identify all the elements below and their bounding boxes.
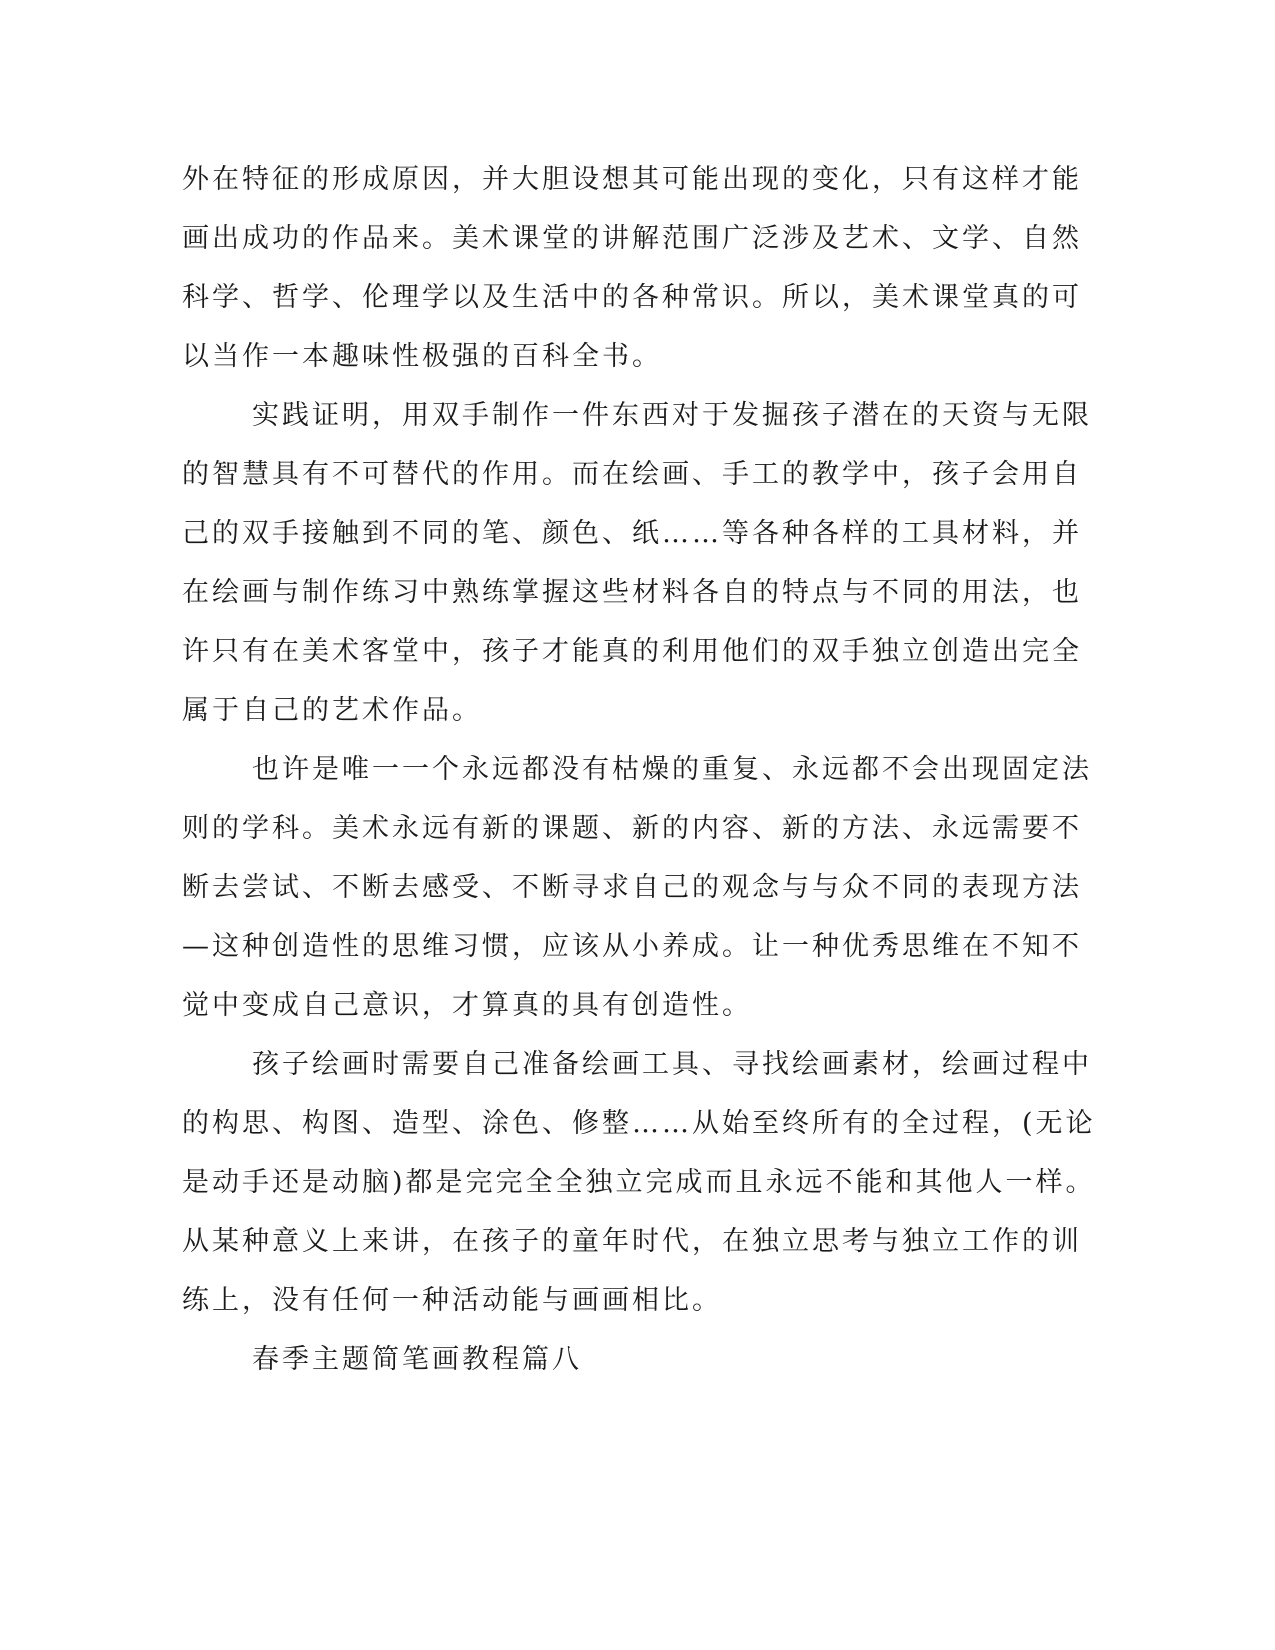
text-line: 属于自己的艺术作品。 [182,695,482,726]
text-line: 的智慧具有不可替代的作用。而在绘画、手工的教学中，孩子会用自 [182,459,1082,490]
section-heading: 春季主题简笔画教程篇八 [252,1344,582,1375]
text-line: 画出成功的作品来。美术课堂的讲解范围广泛涉及艺术、文学、自然 [182,223,1082,254]
text-line: 断去尝试、不断去感受、不断寻求自己的观念与与众不同的表现方法 [182,872,1082,903]
text-line: 在绘画与制作练习中熟练掌握这些材料各自的特点与不同的用法，也 [182,577,1082,608]
text-line: 外在特征的形成原因，并大胆设想其可能出现的变化，只有这样才能 [182,164,1082,195]
text-line: 从某种意义上来讲，在孩子的童年时代，在独立思考与独立工作的训 [182,1226,1082,1257]
text-line: —这种创造性的思维习惯，应该从小养成。让一种优秀思维在不知不 [182,931,1082,962]
text-line: 则的学科。美术永远有新的课题、新的内容、新的方法、永远需要不 [182,813,1082,844]
text-line: 己的双手接触到不同的笔、颜色、纸……等各种各样的工具材料，并 [182,518,1082,549]
document-body [182,150,1096,1389]
paragraph-first-line: 实践证明，用双手制作一件东西对于发掘孩子潜在的天资与无限 [252,400,1092,431]
paragraph-first-line: 孩子绘画时需要自己准备绘画工具、寻找绘画素材，绘画过程中 [252,1049,1092,1080]
text-line: 的构思、构图、造型、涂色、修整……从始至终所有的全过程，(无论 [182,1108,1096,1139]
text-line: 是动手还是动脑)都是完完全全独立完成而且永远不能和其他人一样。 [182,1167,1096,1198]
text-line: 练上，没有任何一种活动能与画画相比。 [182,1285,722,1316]
text-line: 以当作一本趣味性极强的百科全书。 [182,341,662,372]
paragraph-first-line: 也许是唯一一个永远都没有枯燥的重复、永远都不会出现固定法 [252,754,1092,785]
text-line: 觉中变成自己意识，才算真的具有创造性。 [182,990,752,1021]
text-line: 科学、哲学、伦理学以及生活中的各种常识。所以，美术课堂真的可 [182,282,1082,313]
text-line: 许只有在美术客堂中，孩子才能真的利用他们的双手独立创造出完全 [182,636,1082,667]
